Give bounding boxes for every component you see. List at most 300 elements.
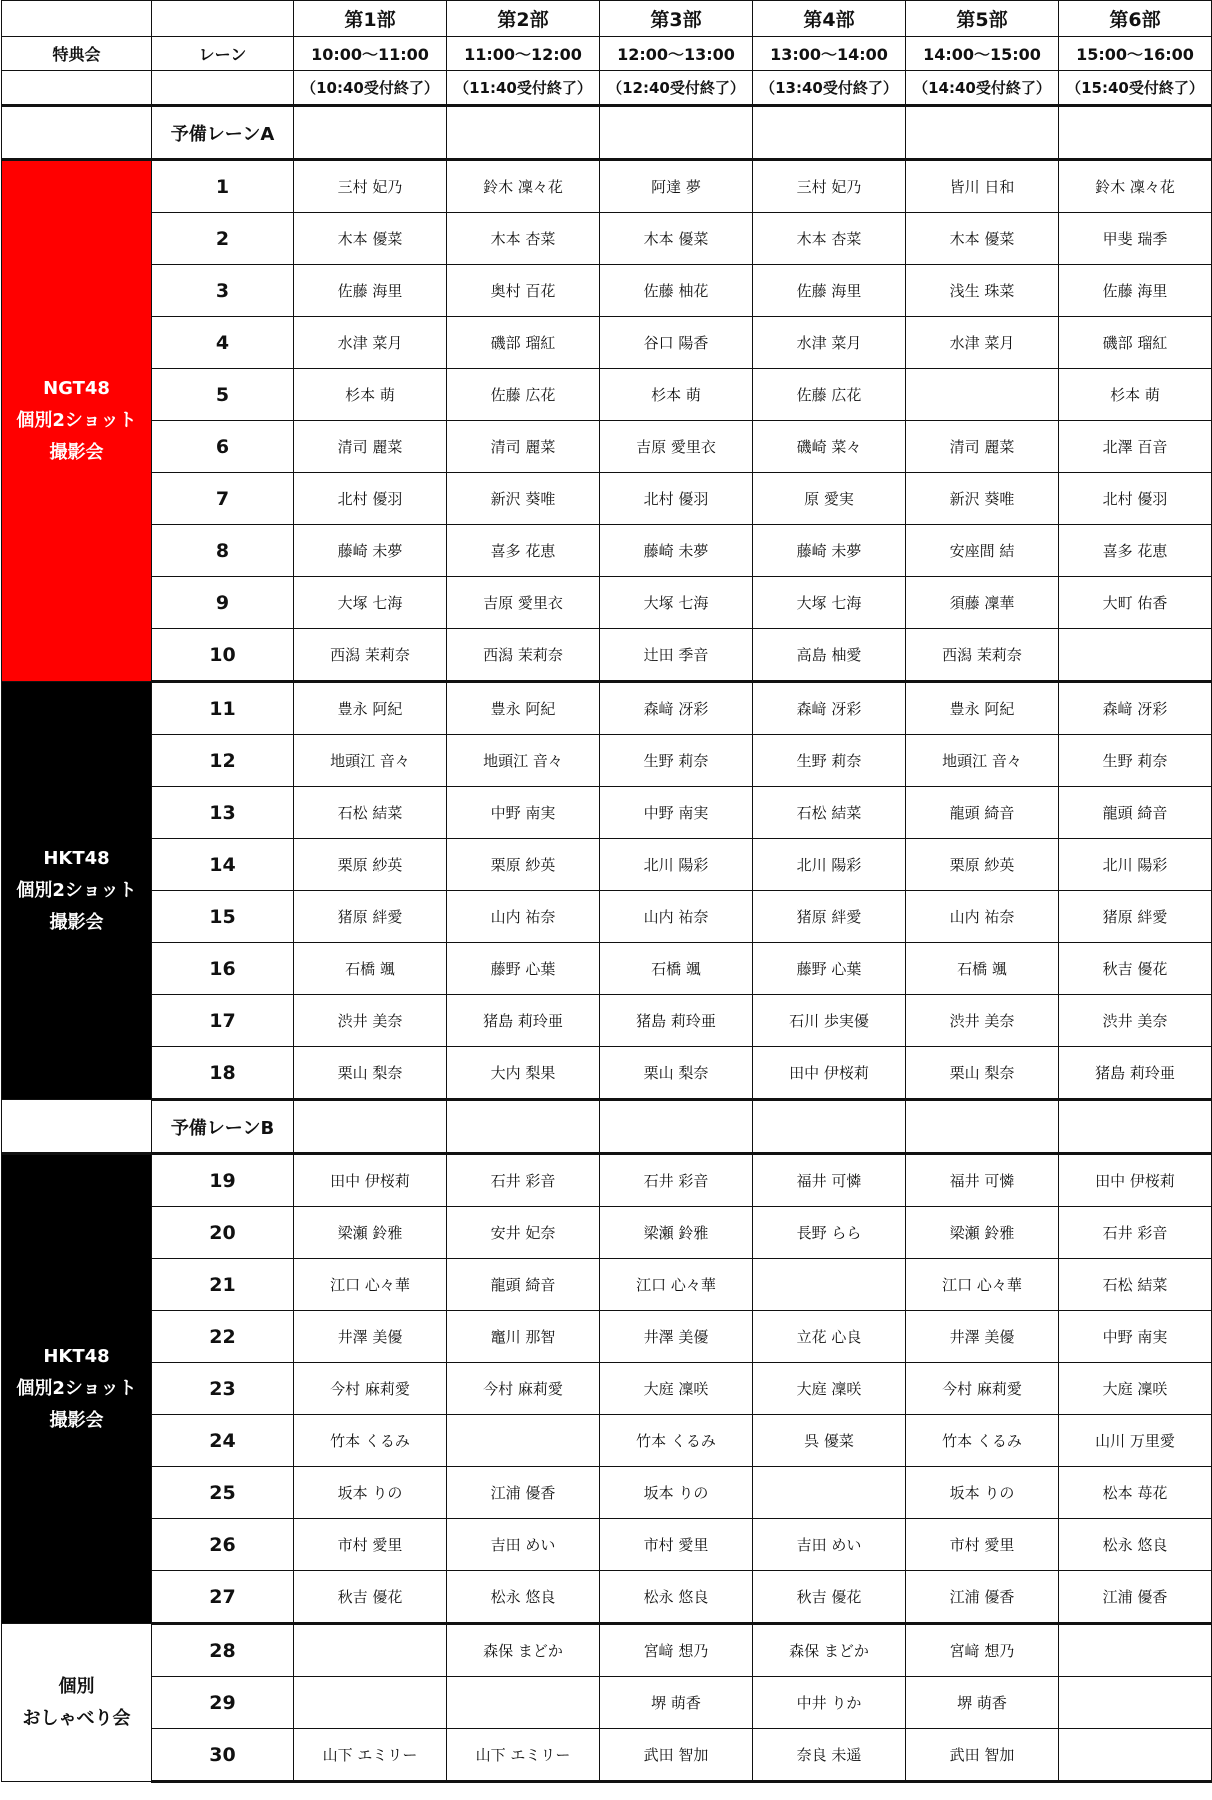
member-name-cell: 大塚 七海 <box>753 577 906 629</box>
lane-row <box>2 995 1212 1047</box>
lane-row <box>2 421 1212 473</box>
event-group-label-line: 個別2ショット <box>16 879 137 901</box>
part-label: 第2部 <box>447 1 600 37</box>
header-event-label: 特典会 <box>2 37 152 71</box>
lane-row <box>2 265 1212 317</box>
lane-row <box>2 473 1212 525</box>
member-name-cell: 地頭江 音々 <box>906 735 1059 787</box>
member-name-cell: 佐藤 海里 <box>294 265 447 317</box>
member-name-cell <box>294 1624 447 1677</box>
header-lane-top <box>152 1 294 37</box>
lane-number: 27 <box>152 1571 294 1624</box>
member-name-cell <box>294 1677 447 1729</box>
lane-row <box>2 839 1212 891</box>
event-group-label-line: HKT48 <box>43 847 110 869</box>
member-name-cell: 梁瀬 鈴雅 <box>906 1207 1059 1259</box>
member-name-cell: 新沢 葵唯 <box>906 473 1059 525</box>
member-name-cell: 山川 万里愛 <box>1059 1415 1212 1467</box>
part-label: 第3部 <box>600 1 753 37</box>
lane-row <box>2 1729 1212 1782</box>
member-name-cell <box>1059 1677 1212 1729</box>
member-name-cell <box>1059 1624 1212 1677</box>
lane-number: 3 <box>152 265 294 317</box>
member-name-cell: 猪島 莉玲亜 <box>600 995 753 1047</box>
member-name-cell: 山内 祐奈 <box>447 891 600 943</box>
lane-number: 15 <box>152 891 294 943</box>
member-name-cell: 安座間 結 <box>906 525 1059 577</box>
slot-cell <box>294 106 447 160</box>
lane-row <box>2 525 1212 577</box>
member-name-cell: 竹本 くるみ <box>906 1415 1059 1467</box>
member-name-cell: 地頭江 音々 <box>294 735 447 787</box>
member-name-cell: 石川 歩実優 <box>753 995 906 1047</box>
member-name-cell: 松永 悠良 <box>1059 1519 1212 1571</box>
part-label: 第1部 <box>294 1 447 37</box>
member-name-cell: 佐藤 柚花 <box>600 265 753 317</box>
member-name-cell: 坂本 りの <box>906 1467 1059 1519</box>
lane-row <box>2 1207 1212 1259</box>
event-group-label-line: 撮影会 <box>49 911 104 933</box>
lane-number: 20 <box>152 1207 294 1259</box>
lane-row <box>2 213 1212 265</box>
member-name-cell: 秋吉 優花 <box>753 1571 906 1624</box>
lane-row <box>2 629 1212 682</box>
lane-row <box>2 1519 1212 1571</box>
member-name-cell: 栗山 梨奈 <box>294 1047 447 1100</box>
member-name-cell: 森﨑 冴彩 <box>1059 682 1212 735</box>
member-name-cell: 松本 苺花 <box>1059 1467 1212 1519</box>
lane-number: 9 <box>152 577 294 629</box>
member-name-cell: 谷口 陽香 <box>600 317 753 369</box>
part-deadline: （14:40受付終了） <box>906 71 1059 106</box>
member-name-cell: 石橋 颯 <box>294 943 447 995</box>
lane-number: 16 <box>152 943 294 995</box>
slot-cell <box>1059 1100 1212 1154</box>
lane-number: 8 <box>152 525 294 577</box>
member-name-cell: 大塚 七海 <box>600 577 753 629</box>
member-name-cell: 猪島 莉玲亜 <box>1059 1047 1212 1100</box>
member-name-cell: 中野 南実 <box>447 787 600 839</box>
part-time: 14:00～15:00 <box>906 37 1059 71</box>
event-group-label-line: 撮影会 <box>49 1410 104 1431</box>
member-name-cell: 喜多 花恵 <box>1059 525 1212 577</box>
member-name-cell: 秋吉 優花 <box>294 1571 447 1624</box>
member-name-cell: 田中 伊桜莉 <box>753 1047 906 1100</box>
spare-group-cell <box>2 1100 152 1154</box>
member-name-cell: 佐藤 広花 <box>753 369 906 421</box>
lane-row <box>2 160 1212 213</box>
member-name-cell: 石松 結菜 <box>1059 1259 1212 1311</box>
member-name-cell: 山内 祐奈 <box>906 891 1059 943</box>
member-name-cell: 中野 南実 <box>1059 1311 1212 1363</box>
member-name-cell: 北澤 百音 <box>1059 421 1212 473</box>
member-name-cell: 磯部 瑠紅 <box>447 317 600 369</box>
event-group-label <box>2 682 152 1100</box>
lane-number: 28 <box>152 1624 294 1677</box>
slot-cell <box>753 106 906 160</box>
event-group-label-line: 個別 <box>58 1675 95 1697</box>
member-name-cell: 大内 梨果 <box>447 1047 600 1100</box>
lane-row <box>2 1415 1212 1467</box>
member-name-cell: 井澤 美優 <box>906 1311 1059 1363</box>
member-name-cell: 梁瀬 鈴雅 <box>294 1207 447 1259</box>
member-name-cell: 中井 りか <box>753 1677 906 1729</box>
part-time: 12:00～13:00 <box>600 37 753 71</box>
member-name-cell: 北川 陽彩 <box>1059 839 1212 891</box>
member-name-cell <box>1059 629 1212 682</box>
member-name-cell: 奥村 百花 <box>447 265 600 317</box>
part-deadline: （13:40受付終了） <box>753 71 906 106</box>
member-name-cell: 佐藤 海里 <box>753 265 906 317</box>
member-name-cell: 田中 伊桜莉 <box>1059 1154 1212 1207</box>
member-name-cell: 井澤 美優 <box>600 1311 753 1363</box>
member-name-cell: 木本 優菜 <box>906 213 1059 265</box>
member-name-cell: 栗原 紗英 <box>906 839 1059 891</box>
member-name-cell: 石松 結菜 <box>294 787 447 839</box>
lane-number: 1 <box>152 160 294 213</box>
member-name-cell: 浅生 珠菜 <box>906 265 1059 317</box>
member-name-cell: 杉本 萌 <box>600 369 753 421</box>
member-name-cell: 堺 萌香 <box>906 1677 1059 1729</box>
member-name-cell: 竈川 那智 <box>447 1311 600 1363</box>
member-name-cell: 石橋 颯 <box>906 943 1059 995</box>
member-name-cell: 田中 伊桜莉 <box>294 1154 447 1207</box>
member-name-cell: 渋井 美奈 <box>1059 995 1212 1047</box>
event-group-label <box>2 160 152 682</box>
member-name-cell: 坂本 りの <box>294 1467 447 1519</box>
member-name-cell: 水津 菜月 <box>906 317 1059 369</box>
member-name-cell: 栗山 梨奈 <box>906 1047 1059 1100</box>
member-name-cell: 藤野 心葉 <box>447 943 600 995</box>
member-name-cell: 杉本 萌 <box>1059 369 1212 421</box>
slot-cell <box>600 106 753 160</box>
part-time: 10:00～11:00 <box>294 37 447 71</box>
member-name-cell: 渋井 美奈 <box>906 995 1059 1047</box>
lane-number: 10 <box>152 629 294 682</box>
member-name-cell: 石松 結菜 <box>753 787 906 839</box>
lane-number: 5 <box>152 369 294 421</box>
lane-number: 4 <box>152 317 294 369</box>
spare-lane-label: 予備レーンA <box>152 106 294 160</box>
member-name-cell: 武田 智加 <box>906 1729 1059 1782</box>
lane-number: 29 <box>152 1677 294 1729</box>
member-name-cell: 藤崎 未夢 <box>600 525 753 577</box>
member-name-cell: 豊永 阿紀 <box>294 682 447 735</box>
member-name-cell: 生野 莉奈 <box>753 735 906 787</box>
member-name-cell <box>906 369 1059 421</box>
lane-row <box>2 1311 1212 1363</box>
member-name-cell: 江浦 優香 <box>447 1467 600 1519</box>
member-name-cell: 佐藤 広花 <box>447 369 600 421</box>
header-deadline-row <box>2 71 1212 106</box>
member-name-cell <box>1059 1729 1212 1782</box>
member-name-cell: 北川 陽彩 <box>600 839 753 891</box>
member-name-cell: 山下 エミリー <box>294 1729 447 1782</box>
member-name-cell: 市村 愛里 <box>294 1519 447 1571</box>
member-name-cell: 豊永 阿紀 <box>447 682 600 735</box>
lane-number: 12 <box>152 735 294 787</box>
lane-row <box>2 682 1212 735</box>
lane-row <box>2 317 1212 369</box>
lane-number: 13 <box>152 787 294 839</box>
member-name-cell: 地頭江 音々 <box>447 735 600 787</box>
member-name-cell: 森﨑 冴彩 <box>600 682 753 735</box>
member-name-cell: 藤崎 未夢 <box>753 525 906 577</box>
slot-cell <box>753 1100 906 1154</box>
member-name-cell: 吉原 愛里衣 <box>447 577 600 629</box>
member-name-cell: 大塚 七海 <box>294 577 447 629</box>
event-group-label-line: おしゃべり会 <box>22 1707 131 1729</box>
lane-number: 22 <box>152 1311 294 1363</box>
member-name-cell: 奈良 未遥 <box>753 1729 906 1782</box>
member-name-cell <box>753 1259 906 1311</box>
header-corner-top <box>2 1 152 37</box>
member-name-cell: 西潟 茉莉奈 <box>294 629 447 682</box>
lane-row <box>2 1047 1212 1100</box>
lane-row <box>2 787 1212 839</box>
member-name-cell: 福井 可憐 <box>753 1154 906 1207</box>
lane-number: 6 <box>152 421 294 473</box>
event-schedule-table <box>1 0 1212 1783</box>
member-name-cell: 森保 まどか <box>753 1624 906 1677</box>
member-name-cell: 須藤 凜華 <box>906 577 1059 629</box>
member-name-cell: 大庭 凜咲 <box>1059 1363 1212 1415</box>
member-name-cell: 江浦 優香 <box>1059 1571 1212 1624</box>
event-group-label-line: 個別2ショット <box>16 1378 137 1399</box>
member-name-cell: 西潟 茉莉奈 <box>447 629 600 682</box>
lane-number: 21 <box>152 1259 294 1311</box>
header-parts-row <box>2 1 1212 37</box>
member-name-cell: 江口 心々華 <box>294 1259 447 1311</box>
lane-number: 19 <box>152 1154 294 1207</box>
member-name-cell: 今村 麻莉愛 <box>294 1363 447 1415</box>
part-label: 第4部 <box>753 1 906 37</box>
member-name-cell: 鈴木 凜々花 <box>1059 160 1212 213</box>
member-name-cell: 石井 彩音 <box>447 1154 600 1207</box>
member-name-cell: 磯部 瑠紅 <box>1059 317 1212 369</box>
event-group-label <box>2 1154 152 1624</box>
member-name-cell: 生野 莉奈 <box>600 735 753 787</box>
spare-group-cell <box>2 106 152 160</box>
member-name-cell: 武田 智加 <box>600 1729 753 1782</box>
member-name-cell: 栗山 梨奈 <box>600 1047 753 1100</box>
member-name-cell: 阿達 夢 <box>600 160 753 213</box>
member-name-cell: 甲斐 瑞季 <box>1059 213 1212 265</box>
member-name-cell: 渋井 美奈 <box>294 995 447 1047</box>
member-name-cell: 秋吉 優花 <box>1059 943 1212 995</box>
member-name-cell <box>753 1467 906 1519</box>
member-name-cell: 新沢 葵唯 <box>447 473 600 525</box>
member-name-cell: 辻田 季音 <box>600 629 753 682</box>
part-label: 第6部 <box>1059 1 1212 37</box>
lane-row <box>2 1467 1212 1519</box>
slot-cell <box>447 1100 600 1154</box>
member-name-cell: 龍頭 綺音 <box>1059 787 1212 839</box>
slot-cell <box>906 106 1059 160</box>
member-name-cell: 木本 杏菜 <box>447 213 600 265</box>
member-name-cell: 藤崎 未夢 <box>294 525 447 577</box>
member-name-cell: 龍頭 綺音 <box>906 787 1059 839</box>
lane-number: 14 <box>152 839 294 891</box>
slot-cell <box>294 1100 447 1154</box>
slot-cell <box>600 1100 753 1154</box>
member-name-cell: 龍頭 綺音 <box>447 1259 600 1311</box>
member-name-cell: 北村 優羽 <box>600 473 753 525</box>
member-name-cell: 吉田 めい <box>753 1519 906 1571</box>
member-name-cell: 高島 柚愛 <box>753 629 906 682</box>
member-name-cell: 北村 優羽 <box>294 473 447 525</box>
lane-number: 2 <box>152 213 294 265</box>
member-name-cell: 福井 可憐 <box>906 1154 1059 1207</box>
member-name-cell: 原 愛実 <box>753 473 906 525</box>
member-name-cell: 安井 妃奈 <box>447 1207 600 1259</box>
lane-number: 25 <box>152 1467 294 1519</box>
lane-number: 26 <box>152 1519 294 1571</box>
member-name-cell: 石橋 颯 <box>600 943 753 995</box>
header-time-row <box>2 37 1212 71</box>
member-name-cell: 立花 心良 <box>753 1311 906 1363</box>
member-name-cell: 井澤 美優 <box>294 1311 447 1363</box>
member-name-cell: 石井 彩音 <box>600 1154 753 1207</box>
member-name-cell: 森保 まどか <box>447 1624 600 1677</box>
member-name-cell: 木本 優菜 <box>600 213 753 265</box>
member-name-cell: 山下 エミリー <box>447 1729 600 1782</box>
member-name-cell: 坂本 りの <box>600 1467 753 1519</box>
lane-row <box>2 1677 1212 1729</box>
member-name-cell: 今村 麻莉愛 <box>447 1363 600 1415</box>
member-name-cell: 豊永 阿紀 <box>906 682 1059 735</box>
part-time: 11:00～12:00 <box>447 37 600 71</box>
member-name-cell: 栗原 紗英 <box>447 839 600 891</box>
lane-row <box>2 1624 1212 1677</box>
member-name-cell: 松永 悠良 <box>447 1571 600 1624</box>
member-name-cell: 杉本 萌 <box>294 369 447 421</box>
header-lane-label: レーン <box>152 37 294 71</box>
part-label: 第5部 <box>906 1 1059 37</box>
member-name-cell: 吉原 愛里衣 <box>600 421 753 473</box>
member-name-cell <box>447 1677 600 1729</box>
member-name-cell: 石井 彩音 <box>1059 1207 1212 1259</box>
member-name-cell: 大庭 凜咲 <box>753 1363 906 1415</box>
member-name-cell: 北川 陽彩 <box>753 839 906 891</box>
member-name-cell: 中野 南実 <box>600 787 753 839</box>
member-name-cell: 大町 佑香 <box>1059 577 1212 629</box>
lane-number: 23 <box>152 1363 294 1415</box>
member-name-cell: 藤野 心葉 <box>753 943 906 995</box>
lane-number: 11 <box>152 682 294 735</box>
member-name-cell: 江口 心々華 <box>600 1259 753 1311</box>
member-name-cell: 生野 莉奈 <box>1059 735 1212 787</box>
member-name-cell: 梁瀬 鈴雅 <box>600 1207 753 1259</box>
header-corner-bottom <box>2 71 152 106</box>
part-deadline: （12:40受付終了） <box>600 71 753 106</box>
member-name-cell: 西潟 茉莉奈 <box>906 629 1059 682</box>
event-group-label <box>2 1624 152 1782</box>
spare-lane-row <box>2 1100 1212 1154</box>
member-name-cell: 皆川 日和 <box>906 160 1059 213</box>
schedule-body <box>2 1 1212 1782</box>
lane-row <box>2 1571 1212 1624</box>
member-name-cell: 北村 優羽 <box>1059 473 1212 525</box>
member-name-cell: 竹本 くるみ <box>294 1415 447 1467</box>
member-name-cell: 水津 菜月 <box>294 317 447 369</box>
member-name-cell: 佐藤 海里 <box>1059 265 1212 317</box>
member-name-cell: 江口 心々華 <box>906 1259 1059 1311</box>
part-deadline: （10:40受付終了） <box>294 71 447 106</box>
lane-number: 18 <box>152 1047 294 1100</box>
event-group-label-line: NGT48 <box>43 378 110 399</box>
member-name-cell <box>447 1415 600 1467</box>
slot-cell <box>447 106 600 160</box>
lane-number: 24 <box>152 1415 294 1467</box>
event-group-label-line: 個別2ショット <box>16 410 137 431</box>
member-name-cell: 宮﨑 想乃 <box>600 1624 753 1677</box>
event-group-label-line: HKT48 <box>43 1346 110 1367</box>
member-name-cell: 市村 愛里 <box>906 1519 1059 1571</box>
slot-cell <box>906 1100 1059 1154</box>
part-deadline: （15:40受付終了） <box>1059 71 1212 106</box>
member-name-cell: 木本 杏菜 <box>753 213 906 265</box>
slot-cell <box>1059 106 1212 160</box>
member-name-cell: 堺 萌香 <box>600 1677 753 1729</box>
member-name-cell: 長野 らら <box>753 1207 906 1259</box>
member-name-cell: 清司 麗菜 <box>447 421 600 473</box>
spare-lane-label: 予備レーンB <box>152 1100 294 1154</box>
member-name-cell: 今村 麻莉愛 <box>906 1363 1059 1415</box>
member-name-cell: 猪島 莉玲亜 <box>447 995 600 1047</box>
part-time: 13:00～14:00 <box>753 37 906 71</box>
lane-row <box>2 1154 1212 1207</box>
member-name-cell: 水津 菜月 <box>753 317 906 369</box>
spare-lane-row <box>2 106 1212 160</box>
member-name-cell: 磯崎 菜々 <box>753 421 906 473</box>
member-name-cell: 栗原 紗英 <box>294 839 447 891</box>
member-name-cell: 市村 愛里 <box>600 1519 753 1571</box>
lane-row <box>2 577 1212 629</box>
member-name-cell: 江浦 優香 <box>906 1571 1059 1624</box>
member-name-cell: 呉 優菜 <box>753 1415 906 1467</box>
member-name-cell: 猪原 絆愛 <box>1059 891 1212 943</box>
lane-number: 7 <box>152 473 294 525</box>
event-group-label-line: 撮影会 <box>49 442 104 463</box>
member-name-cell: 森﨑 冴彩 <box>753 682 906 735</box>
part-deadline: （11:40受付終了） <box>447 71 600 106</box>
member-name-cell: 三村 妃乃 <box>753 160 906 213</box>
lane-number: 17 <box>152 995 294 1047</box>
member-name-cell: 清司 麗菜 <box>294 421 447 473</box>
lane-row <box>2 1363 1212 1415</box>
lane-row <box>2 1259 1212 1311</box>
member-name-cell: 宮﨑 想乃 <box>906 1624 1059 1677</box>
member-name-cell: 大庭 凜咲 <box>600 1363 753 1415</box>
member-name-cell: 清司 麗菜 <box>906 421 1059 473</box>
member-name-cell: 木本 優菜 <box>294 213 447 265</box>
lane-row <box>2 369 1212 421</box>
member-name-cell: 猪原 絆愛 <box>753 891 906 943</box>
lane-number: 30 <box>152 1729 294 1782</box>
lane-row <box>2 735 1212 787</box>
lane-row <box>2 943 1212 995</box>
member-name-cell: 山内 祐奈 <box>600 891 753 943</box>
part-time: 15:00～16:00 <box>1059 37 1212 71</box>
lane-row <box>2 891 1212 943</box>
member-name-cell: 吉田 めい <box>447 1519 600 1571</box>
member-name-cell: 喜多 花恵 <box>447 525 600 577</box>
member-name-cell: 鈴木 凜々花 <box>447 160 600 213</box>
header-lane-bottom <box>152 71 294 106</box>
member-name-cell: 松永 悠良 <box>600 1571 753 1624</box>
member-name-cell: 三村 妃乃 <box>294 160 447 213</box>
